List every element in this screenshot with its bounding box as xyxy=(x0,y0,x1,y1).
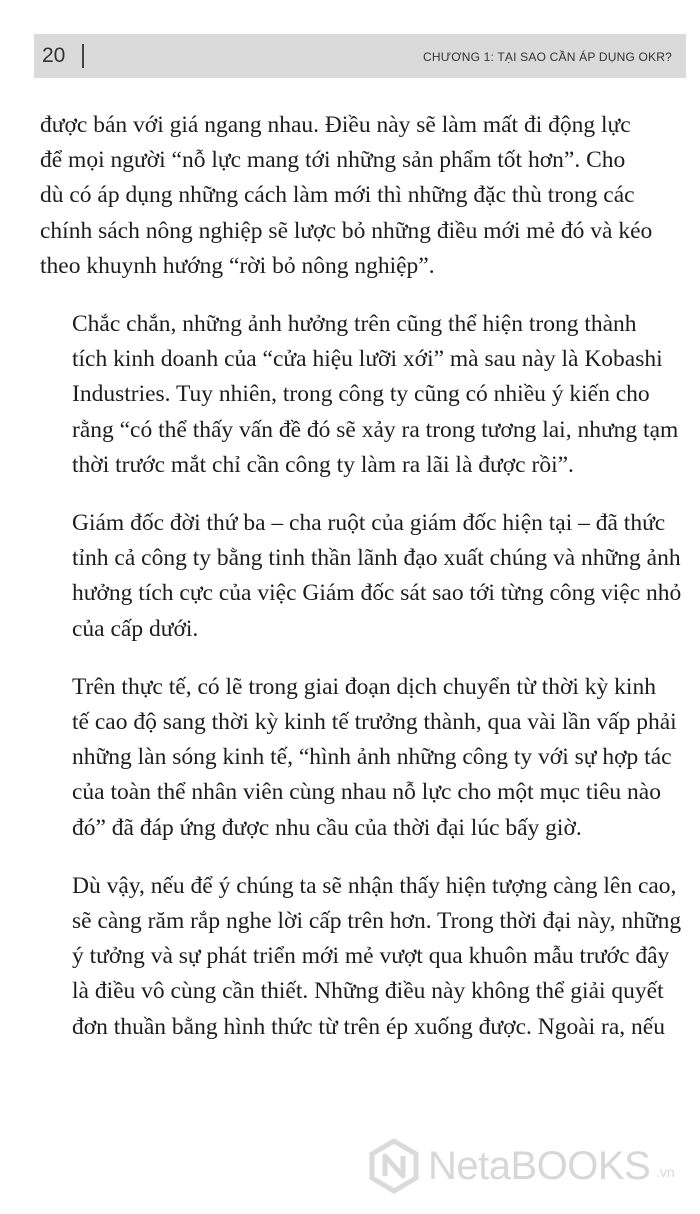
text-line: tích kinh doanh của “cửa hiệu lưỡi xới” mà sau này là Kobashi xyxy=(72,346,663,373)
page-number: 20 xyxy=(42,44,66,67)
paragraph-1 xyxy=(40,108,686,284)
text-line: Giám đốc đời thứ ba – cha ruột của giám đốc hiện tại – đã thức xyxy=(72,510,666,537)
text-line: đó” đã đáp ứng được nhu cầu của thời đại lúc bấy giờ. xyxy=(72,814,582,841)
text-line: tế cao độ sang thời kỳ kinh tế trưởng thành, qua vài lần vấp phải xyxy=(72,709,677,736)
text-line: hưởng tích cực của việc Giám đốc sát sao tới từng công việc nhỏ xyxy=(72,580,682,607)
text-line: theo khuynh hướng “rời bỏ nông nghiệp”. xyxy=(40,252,435,279)
text-line: đơn thuần bằng hình thức từ trên ép xuống được. Ngoài ra, nếu xyxy=(72,1013,665,1040)
netabooks-watermark xyxy=(366,1138,696,1198)
text-line: là điều vô cùng cần thiết. Những điều này không thể giải quyết xyxy=(72,978,664,1005)
paragraph-4 xyxy=(40,670,686,846)
text-line: tỉnh cả công ty bằng tinh thần lãnh đạo xuất chúng và những ảnh xyxy=(72,545,681,572)
netabooks-logo-icon xyxy=(366,1138,422,1194)
text-line: sẽ càng răm rắp nghe lời cấp trên hơn. Trong thời đại này, những xyxy=(72,908,682,935)
text-line: Industries. Tuy nhiên, trong công ty cũng có nhiều ý kiến cho xyxy=(72,381,650,408)
text-line: của cấp dưới. xyxy=(72,615,199,642)
paragraph-2 xyxy=(40,307,686,483)
text-line: thời trước mắt chỉ cần công ty làm ra lãi là được rồi”. xyxy=(72,451,574,478)
text-line: ý tưởng và sự phát triển mới mẻ vượt qua khuôn mẫu trước đây xyxy=(72,943,670,970)
text-line: dù có áp dụng những cách làm mới thì những đặc thù trong các xyxy=(40,182,635,209)
text-line: được bán với giá ngang nhau. Điều này sẽ làm mất đi động lực xyxy=(40,112,631,138)
text-line: những làn sóng kinh tế, “hình ảnh những công ty với sự hợp tác xyxy=(72,744,672,771)
watermark-domain: .vn xyxy=(656,1164,675,1180)
text-line: Chắc chắn, những ảnh hưởng trên cũng thể hiện trong thành xyxy=(72,311,637,338)
watermark-brand: NetaBOOKS xyxy=(428,1144,651,1188)
text-line: Trên thực tế, có lẽ trong giai đoạn dịch chuyển từ thời kỳ kinh xyxy=(72,673,656,700)
text-line: rằng “có thể thấy vấn đề đó sẽ xảy ra trong tương lai, nhưng tạm xyxy=(72,416,679,443)
chapter-title: CHƯƠNG 1: TẠI SAO CẦN ÁP DỤNG OKR? xyxy=(423,50,672,64)
paragraph-3 xyxy=(40,506,686,647)
header-separator xyxy=(82,44,84,68)
text-line: chính sách nông nghiệp sẽ lược bỏ những điều mới mẻ đó và kéo xyxy=(40,217,653,244)
paragraph-5 xyxy=(40,869,686,1045)
text-line: Dù vậy, nếu để ý chúng ta sẽ nhận thấy hiện tượng càng lên cao, xyxy=(72,872,677,899)
text-line: của toàn thể nhân viên cùng nhau nỗ lực cho một mục tiêu nào xyxy=(72,779,661,806)
page-body xyxy=(40,108,686,1068)
text-line: để mọi người “nỗ lực mang tới những sản phẩm tốt hơn”. Cho xyxy=(40,147,626,174)
